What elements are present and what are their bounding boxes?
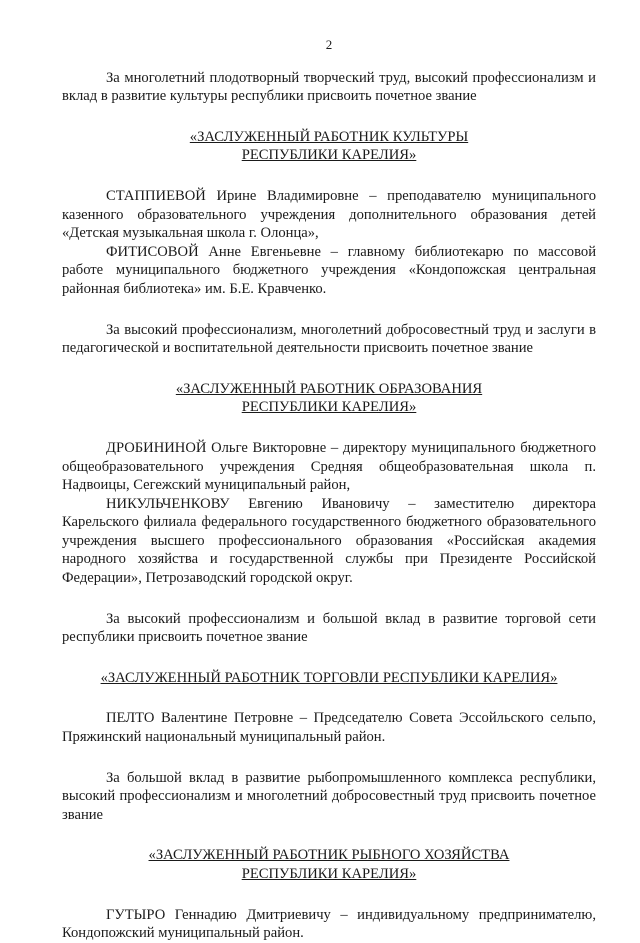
section-intro: За высокий профессионализм и большой вклад в развитие торговой сети республики присвоить почетное звание [62,610,596,646]
section-intro: За большой вклад в развитие рыбопромышленного комплекса республики, высокий профессионализм и многолетний добросовестный труд присвоить почетное звание [62,769,596,823]
award-title-line: РЕСПУБЛИКИ КАРЕЛИЯ» [241,866,417,882]
award-title-line: «ЗАСЛУЖЕННЫЙ РАБОТНИК ОБРАЗОВАНИЯ [175,380,483,397]
award-title-fishery [62,846,596,883]
award-title-education [62,380,596,417]
recipient-entry: ПЕЛТО Валентине Петровне – Председателю Совета Эссойльского сельпо, Пряжинский национальный муниципальный район. [62,710,596,746]
award-title-line: РЕСПУБЛИКИ КАРЕЛИЯ» [241,147,417,164]
recipient-entry: ГУТЫРО Геннадию Дмитриевичу – индивидуальному предпринимателю, Кондопожский муниципальный район. [62,906,596,942]
recipient-entry: ФИТИСОВОЙ Анне Евгеньевне – главному библиотекарю по массовой работе муниципального бюджетного учреждения «Кондопожская центральная районная библиотека» им. Б.Е. Кравченко. [62,243,596,297]
section-intro: За многолетний плодотворный творческий труд, высокий профессионализм и вклад в развитие культуры республики присвоить почетное звание [62,69,596,105]
award-title-line: «ЗАСЛУЖЕННЫЙ РАБОТНИК КУЛЬТУРЫ [189,128,469,145]
section-trade [62,610,596,647]
recipients-education [62,439,596,588]
award-title-culture [62,128,596,165]
recipients-fishery [62,906,596,943]
recipient-entry: ДРОБИНИНОЙ Ольге Викторовне – директору муниципального бюджетного общеобразовательного учреждения Средняя общеобразовательная школа п. Надвоицы, Сегежский муниципальный район, [62,439,596,494]
page-number: 2 [325,37,333,52]
section-fishery [62,769,596,825]
award-title-line: РЕСПУБЛИКИ КАРЕЛИЯ» [241,399,417,416]
recipient-entry: СТАППИЕВОЙ Ирине Владимировне – преподавателю муниципального казенного образовательного учреждения дополнительного образования детей «Детская музыкальная школа г. Олонца», [62,187,596,242]
award-title-trade [62,669,596,688]
section-education [62,321,596,358]
recipient-entry: НИКУЛЬЧЕНКОВУ Евгению Ивановичу – заместителю директора Карельского филиала федерального государственного бюджетного образовательного учреждения высшего профессионального образования «Российская академия народного хозяйства и государственной службы при Президенте Российской Федерации», Петрозаводский городской округ. [62,495,596,587]
award-title-line: «ЗАСЛУЖЕННЫЙ РАБОТНИК РЫБНОГО ХОЗЯЙСТВА [148,847,510,864]
section-intro: За высокий профессионализм, многолетний добросовестный труд и заслуги в педагогической и воспитательной деятельности присвоить почетное звание [62,321,596,357]
recipients-trade [62,709,596,746]
section-culture [62,69,596,106]
recipients-culture [62,187,596,299]
award-title-line: «ЗАСЛУЖЕННЫЙ РАБОТНИК ТОРГОВЛИ РЕСПУБЛИКИ КАРЕЛИЯ» [100,669,558,686]
